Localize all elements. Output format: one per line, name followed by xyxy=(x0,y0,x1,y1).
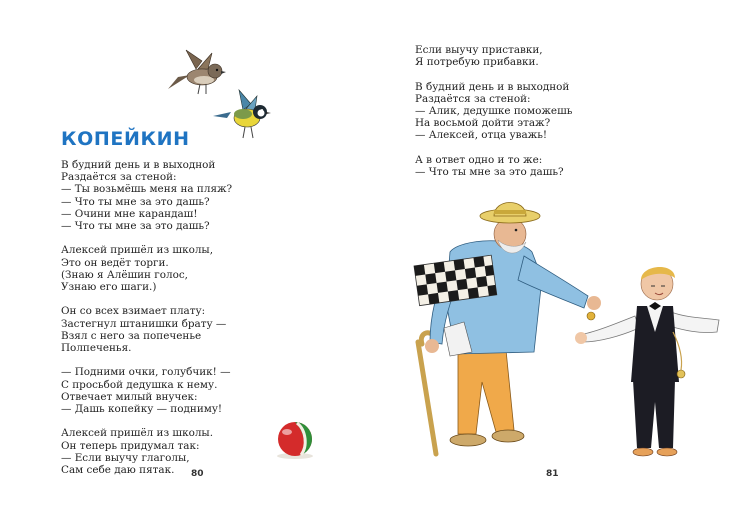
poem-text-left xyxy=(61,159,232,488)
page-number-right: 81 xyxy=(546,469,559,479)
poem-line: Сам себе даю пятак. xyxy=(61,464,175,477)
tit-illustration xyxy=(213,88,277,144)
poem-line: Взял с него за попеченье xyxy=(61,329,202,342)
poem-line: Это он ведёт торги. xyxy=(61,256,169,269)
stanza xyxy=(415,154,572,178)
poem-line: Алексей пришёл из школы. xyxy=(61,427,214,440)
stanza xyxy=(61,427,232,476)
poem-line: Он теперь придумал так: xyxy=(61,439,200,452)
poem-line: — Очини мне карандаш! xyxy=(61,207,198,220)
poem-line: Раздаётся за стеной: xyxy=(415,92,531,105)
stanza xyxy=(61,244,232,293)
poem-line: А в ответ одно и то же: xyxy=(415,153,543,166)
poem-line: Я потребую прибавки. xyxy=(415,56,539,69)
page-number-left: 80 xyxy=(191,469,204,479)
stanza xyxy=(61,305,232,354)
poem-text-right xyxy=(415,44,572,190)
poem-line: С просьбой дедушка к нему. xyxy=(61,378,218,391)
poem-line: Отвечает милый внучек: xyxy=(61,390,198,403)
poem-line: — Что ты мне за это дашь? xyxy=(61,220,210,233)
poem-line: — Дашь копейку — подниму! xyxy=(61,403,223,416)
poem-line: Полпеченья. xyxy=(61,342,132,355)
ball-illustration xyxy=(273,420,319,460)
poem-title: КОПЕЙКИН xyxy=(61,128,190,150)
boy-illustration xyxy=(575,262,725,462)
poem-line: Застегнул штанишки брату — xyxy=(61,317,227,330)
poem-line: — Алик, дедушке поможешь xyxy=(415,105,573,117)
stanza xyxy=(415,81,572,142)
stanza xyxy=(61,159,232,232)
poem-line: — Алексей, отца уважь! xyxy=(415,129,548,142)
poem-line: В будний день и в выходной xyxy=(61,159,216,171)
poem-line: (Знаю я Алёшин голос, xyxy=(61,268,188,281)
poem-line: Алексей пришёл из школы, xyxy=(61,244,214,257)
stanza xyxy=(61,366,232,415)
poem-line: Он со всех взимает плату: xyxy=(61,305,206,318)
poem-line: Узнаю его шаги.) xyxy=(61,281,157,294)
poem-line: В будний день и в выходной xyxy=(415,80,570,93)
poem-line: — Что ты мне за это дашь? xyxy=(61,195,210,208)
poem-line: Если выучу приставки, xyxy=(415,44,543,56)
poem-line: Раздаётся за стеной: xyxy=(61,171,177,184)
poem-line: — Что ты мне за это дашь? xyxy=(415,166,564,178)
poem-line: — Если выучу глаголы, xyxy=(61,451,190,464)
poem-line: — Ты возьмёшь меня на пляж? xyxy=(61,183,233,196)
stanza xyxy=(415,44,572,68)
poem-line: — Подними очки, голубчик! — xyxy=(61,366,231,379)
poem-line: На восьмой дойти этаж? xyxy=(415,117,551,130)
